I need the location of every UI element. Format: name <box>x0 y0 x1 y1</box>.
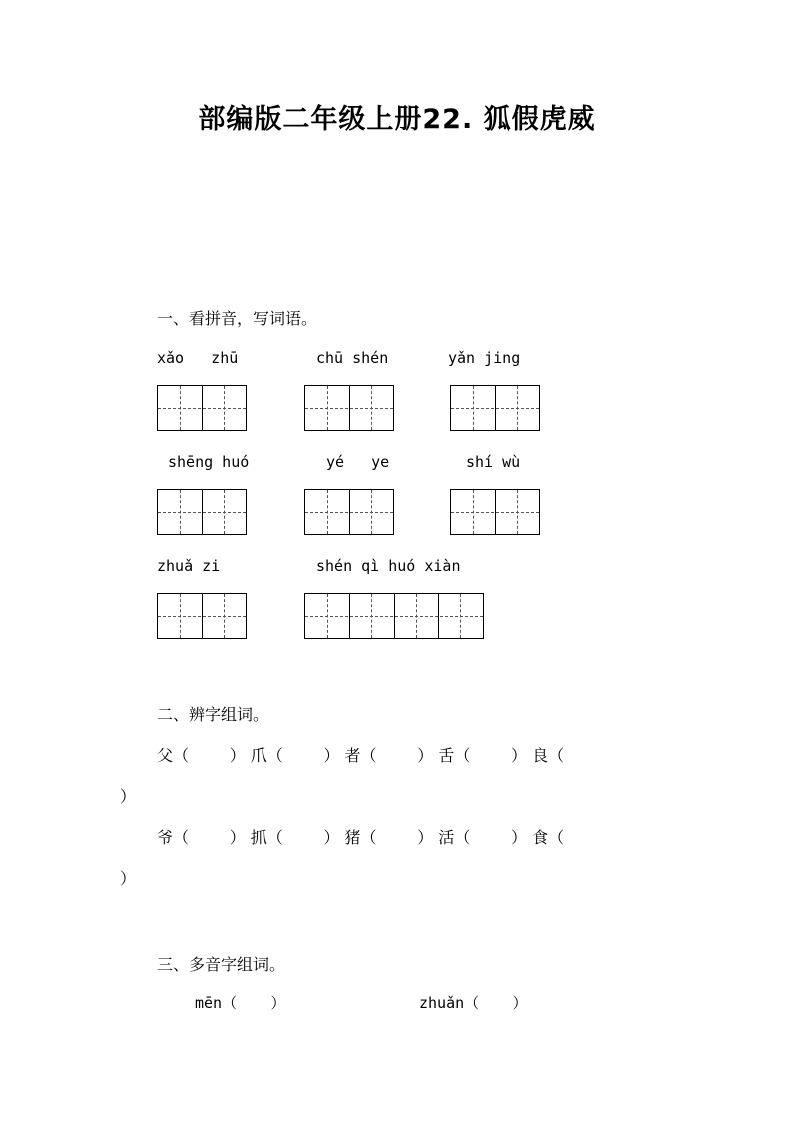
writing-grid[interactable] <box>304 489 394 535</box>
row-wrap-paren: ） <box>120 869 137 888</box>
writing-grid[interactable] <box>450 385 540 431</box>
writing-grid[interactable] <box>157 385 247 431</box>
pinyin-label: xǎo zhū <box>157 349 239 367</box>
pinyin-label: zhuǎ zi <box>157 557 221 575</box>
pinyin-label: shí wù <box>466 453 521 471</box>
row-wrap-paren: ） <box>120 787 137 806</box>
pinyin-label: chū shén <box>316 349 389 367</box>
section2-heading: 二、辨字组词。 <box>157 705 270 724</box>
pinyin-label: mēn <box>195 994 223 1012</box>
word-group-row[interactable]: 爷（ ） 抓（ ） 猪（ ） 活（ ） 食（ <box>157 828 565 847</box>
pinyin-label: shēng huó <box>168 453 250 471</box>
pinyin-label: zhuǎn <box>419 994 465 1012</box>
section1-heading: 一、看拼音，写词语。 <box>157 309 318 328</box>
section3-heading: 三、多音字组词。 <box>157 955 286 974</box>
pinyin-label: yé ye <box>326 453 390 471</box>
page-title: 部编版二年级上册22. 狐假虎威 <box>198 104 596 135</box>
writing-grid[interactable] <box>450 489 540 535</box>
word-group-row[interactable]: 父（ ） 爪（ ） 者（ ） 舌（ ） 良（ <box>157 746 565 765</box>
writing-grid[interactable] <box>157 489 247 535</box>
answer-blank[interactable]: （ ） <box>222 994 286 1012</box>
writing-grid-long[interactable] <box>304 593 484 639</box>
pinyin-label: shén qì huó xiàn <box>316 557 461 575</box>
pinyin-label: yǎn jing <box>448 349 521 367</box>
writing-grid[interactable] <box>304 385 394 431</box>
polyphone-item[interactable] <box>419 992 528 1013</box>
polyphone-item[interactable] <box>195 992 285 1013</box>
answer-blank[interactable]: （ ） <box>464 994 528 1012</box>
writing-grid[interactable] <box>157 593 247 639</box>
